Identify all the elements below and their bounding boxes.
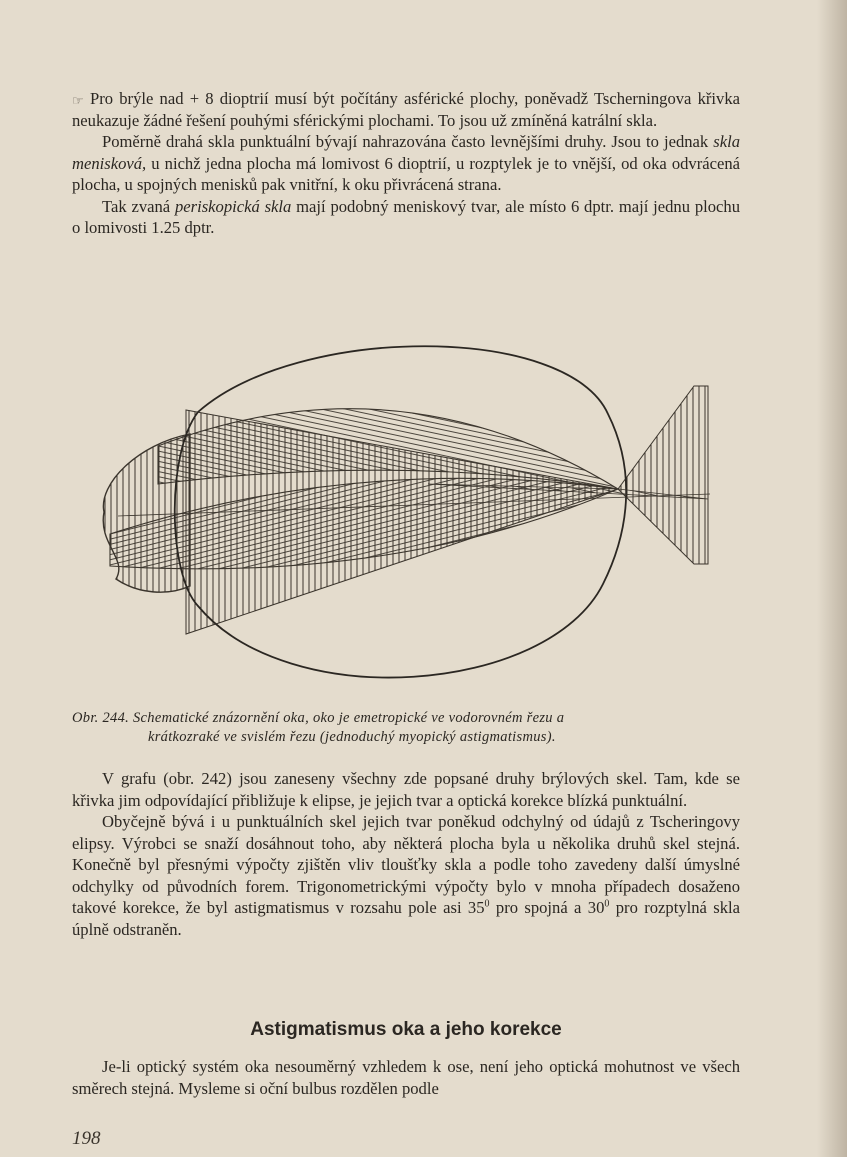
cornea-lens-body — [103, 434, 190, 592]
paragraph-5-text-b: pro spojná a 30 — [489, 898, 605, 917]
degree-sup-2: 0 — [604, 898, 610, 910]
caption-line-2: krátkozraké ve svislém řezu (jednoduchý myopický astigmatismus). — [148, 729, 556, 745]
top-text-block — [72, 88, 740, 239]
paragraph-3-text-a: Tak zvaná — [102, 196, 175, 216]
paragraph-3-text-b: mají podobný meniskový tvar, ale místo 6 dptr. mají jednu plochu o lomivosti 1.25 dptr. — [72, 196, 740, 237]
section-heading: Astigmatismus oka a jeho korekce — [250, 1019, 562, 1040]
paragraph-5-text-c: pro rozptylná skla úplně odstraněn. — [72, 898, 740, 939]
paragraph-3-italic: periskopická skla — [174, 196, 292, 216]
page-edge-shadow — [817, 0, 847, 1157]
paragraph-2 — [72, 131, 740, 196]
paragraph-3 — [72, 196, 740, 239]
degree-sup-1: 0 — [484, 898, 490, 910]
paragraph-1 — [72, 88, 740, 131]
paragraph-5 — [72, 811, 740, 940]
paragraph-2-text-b: u nichž jedna plocha má lomivost 6 dioptrií, u rozptylek je to vnější, od oka odvrácená plocha, u spojných menisků pak vnitřní, k oku přivrácená strana. — [72, 153, 740, 194]
body-text-block — [72, 768, 740, 940]
paragraph-2-text-a: Poměrně drahá skla punktuální bývají nahrazována často levnějšími druhy. Jsou to jednak — [102, 132, 714, 151]
section-text-block — [72, 1056, 740, 1099]
paragraph-5-text-a: Obyčejně bývá i u punktuálních skel jejich tvar poněkud odchylný od údajů z Tscheringovy elipsy. Výrobci se snaží dosáhnout toho, aby některá plocha byla u několika druhů skel stejná. Konečně byl přesnými výpočty zjištěn vliv tloušťky skla a podle toho zavedeny další úmyslné odchylky od původních forem. Trigonometrickými výpočty bylo v mnoha případech dosaženo takové korekce, že byl astigmatismus v rozsahu pole asi 35 — [72, 812, 740, 917]
eye-astigmatism-figure — [98, 334, 712, 698]
paragraph-6: Je-li optický systém oka nesouměrný vzhledem k ose, není jeho optická mohutnost ve všech směrech stejná. Mysleme si oční bulbus rozdělen podle — [72, 1057, 740, 1098]
figure-caption — [72, 709, 740, 747]
margin-mark-icon: ☞ — [72, 93, 84, 108]
paragraph-1-text: Pro brýle nad + 8 dioptrií musí být počítány asférické plochy, poněvadž Tscherningova křivka neukazuje žádné řešení pouhými sférickými plochami. To jsou už zmíněná katrální skla. — [72, 89, 740, 130]
caption-line-1: Obr. 244. Schematické znázornění oka, oko je emetropické ve vodorovném řezu a — [72, 710, 565, 726]
paragraph-2-italic: skla menisková, — [72, 132, 740, 173]
page-number: 198 — [72, 1128, 101, 1149]
paragraph-4: V grafu (obr. 242) jsou zaneseny všechny zde popsané druhy brýlových skel. Tam, kde se křivka jim odpovídající přibližuje k elipse, je jejich tvar a optická korekce blízká punktuální. — [72, 769, 740, 810]
